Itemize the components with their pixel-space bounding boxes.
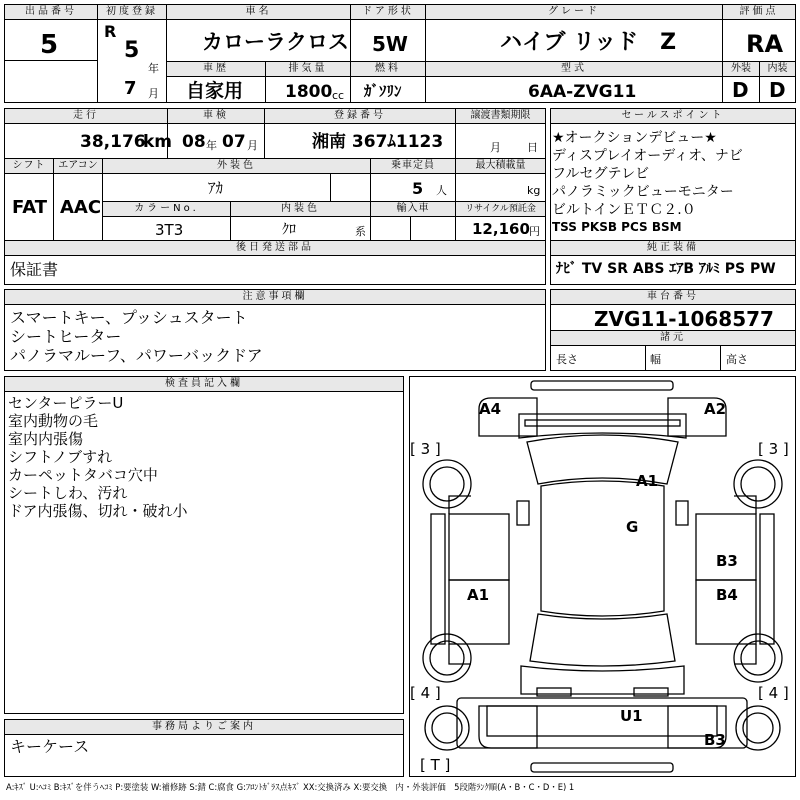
inspect-month-unit: 月 bbox=[247, 139, 258, 152]
inspector-label: 検査員記入欄 bbox=[5, 377, 403, 392]
chassis-number: ZVG11-1068577 bbox=[594, 307, 774, 331]
later-parts-value: 保証書 bbox=[10, 260, 59, 279]
office-label: 事務局よりご案内 bbox=[5, 720, 403, 735]
sales-point-lines: ★オークションデビュー★ ディスプレイオーディオ、ナビ フルセグテレビ パノラミックビューモニター ビルトインＥＴＣ２.０ bbox=[552, 130, 743, 218]
transfer-day-unit: 日 bbox=[527, 141, 538, 154]
sales-point-small: TSS PKSB PCS BSM bbox=[552, 220, 682, 234]
sales-point-label: セールスポイント bbox=[551, 109, 795, 124]
color-label: 外装色 bbox=[103, 159, 370, 174]
recycle-unit: 円 bbox=[529, 225, 540, 238]
first-reg-label: 初度登録 bbox=[98, 5, 166, 20]
transfer-label: 譲渡書類期限 bbox=[456, 109, 545, 124]
int-value: D bbox=[769, 78, 786, 102]
car-name: カローラクロス bbox=[202, 30, 349, 54]
grade-value: ハイブ リッド Z bbox=[500, 30, 677, 55]
reg-label: 登録番号 bbox=[265, 109, 455, 124]
month-unit: 月 bbox=[148, 87, 159, 100]
damage-mark-right-4: [ 4 ] bbox=[758, 684, 789, 702]
capacity-unit: 人 bbox=[436, 184, 447, 197]
inspect-year: 08 bbox=[182, 132, 206, 152]
damage-mark-a1-left: A1 bbox=[467, 586, 490, 604]
inspect-label: 車検 bbox=[168, 109, 264, 124]
mileage-label: 走行 bbox=[5, 109, 167, 124]
ext-value: D bbox=[732, 78, 749, 102]
load-unit: kg bbox=[527, 184, 541, 197]
model-label: 型式 bbox=[426, 62, 722, 77]
interior-value: ｸﾛ bbox=[282, 222, 296, 238]
int-label: 内装 bbox=[760, 62, 795, 77]
chassis-label: 車台番号 bbox=[551, 290, 795, 305]
load-label: 最大積載量 bbox=[456, 159, 545, 174]
interior-label: 内装色 bbox=[231, 202, 370, 217]
height-label: 高さ bbox=[726, 353, 748, 366]
capacity-value: 5 bbox=[412, 179, 424, 198]
damage-mark-g: G bbox=[626, 518, 639, 536]
damage-mark-a1-top: A1 bbox=[636, 472, 659, 490]
damage-mark-t: [ T ] bbox=[420, 756, 451, 774]
colorno-value: 3T3 bbox=[155, 221, 184, 239]
year-unit: 年 bbox=[148, 62, 159, 75]
office-value: キーケース bbox=[10, 737, 90, 756]
first-reg-month: 7 bbox=[124, 78, 137, 99]
import-label: 輸入車 bbox=[371, 202, 455, 217]
spec-label: 諸元 bbox=[551, 331, 795, 346]
fuel-value: ｶﾞｿﾘﾝ bbox=[364, 82, 402, 100]
interior-unit: 系 bbox=[355, 225, 366, 238]
lot-number: 5 bbox=[40, 30, 59, 60]
shift-value: FAT bbox=[12, 197, 48, 218]
later-parts-label: 後日発送部品 bbox=[5, 241, 545, 256]
recycle-label: リサイクル預託金 bbox=[456, 202, 545, 217]
shift-label: シフト bbox=[5, 159, 53, 174]
damage-mark-right-3: [ 3 ] bbox=[758, 440, 789, 458]
length-label: 長さ bbox=[556, 353, 578, 366]
transfer-month-unit: 月 bbox=[490, 141, 501, 154]
history-label: 車歴 bbox=[167, 62, 265, 77]
ext-label: 外装 bbox=[723, 62, 759, 77]
damage-mark-left-4: [ 4 ] bbox=[410, 684, 441, 702]
mileage-value: 38,176 bbox=[80, 132, 146, 152]
era-value: R bbox=[104, 22, 117, 41]
notes-lines: スマートキー、プッシュスタート シートヒーター パノラマルーフ、パワーバックドア bbox=[10, 308, 263, 365]
notes-label: 注意事項欄 bbox=[5, 290, 545, 305]
recycle-value: 12,160 bbox=[472, 220, 530, 238]
damage-mark-left-3: [ 3 ] bbox=[410, 440, 441, 458]
damage-mark-u1: U1 bbox=[620, 707, 643, 725]
reg-number: 湘南 367ﾑ1123 bbox=[312, 132, 444, 152]
grade-label: グレード bbox=[426, 5, 722, 20]
damage-mark-a2: A2 bbox=[704, 400, 727, 418]
mileage-unit: km bbox=[143, 132, 173, 152]
door-label: ドア形状 bbox=[351, 5, 425, 20]
fuel-label: 燃料 bbox=[351, 62, 425, 77]
capacity-label: 乗車定員 bbox=[371, 159, 455, 174]
disp-value: 1800 bbox=[285, 82, 333, 102]
width-label: 幅 bbox=[650, 353, 661, 366]
damage-legend: A:ｷｽﾞ U:ﾍｺﾐ B:ｷｽﾞを伴うﾍｺﾐ P:要塗装 W:補修跡 S:錆 C:腐食 G:ﾌﾛﾝﾄｶﾞﾗｽ点ｷｽﾞ XX:交換済み X:要交換 内・外装評価 5段階ﾗﾝｸ順(A・B・C・D・E) 1 bbox=[6, 782, 575, 792]
car-diagram bbox=[409, 376, 796, 777]
color-value: ｱｶ bbox=[208, 179, 224, 197]
first-reg-year: 5 bbox=[124, 38, 140, 63]
damage-mark-b4: B4 bbox=[716, 586, 738, 604]
disp-label: 排気量 bbox=[266, 62, 350, 77]
name-label: 車名 bbox=[167, 5, 350, 20]
inspect-month: 07 bbox=[222, 132, 246, 152]
colorno-label: カラーNo. bbox=[103, 202, 230, 217]
inspector-lines: センターピラーU 室内動物の毛 室内内張傷 シフトノブすれ カーペットタバコ穴中 シートしわ、汚れ ドア内張傷、切れ・破れ小 bbox=[8, 394, 188, 520]
inspect-year-unit: 年 bbox=[206, 139, 217, 152]
damage-mark-b3-right: B3 bbox=[716, 552, 738, 570]
model-value: 6AA-ZVG11 bbox=[528, 82, 637, 102]
disp-unit: cc bbox=[332, 89, 345, 102]
damage-mark-a4: A4 bbox=[479, 400, 502, 418]
damage-mark-b3-bottom: B3 bbox=[704, 731, 726, 749]
score-label: 評価点 bbox=[723, 5, 795, 20]
score-value: RA bbox=[746, 30, 784, 58]
history-value: 自家用 bbox=[186, 80, 244, 102]
ac-label: エアコン bbox=[54, 159, 102, 174]
lot-label: 出品番号 bbox=[5, 5, 97, 20]
equipment-value: ﾅﾋﾞ TV SR ABS ｴｱB ｱﾙﾐ PS PW bbox=[556, 261, 776, 277]
ac-value: AAC bbox=[60, 197, 102, 218]
equipment-label: 純正装備 bbox=[551, 241, 795, 256]
door-value: 5W bbox=[372, 32, 408, 56]
